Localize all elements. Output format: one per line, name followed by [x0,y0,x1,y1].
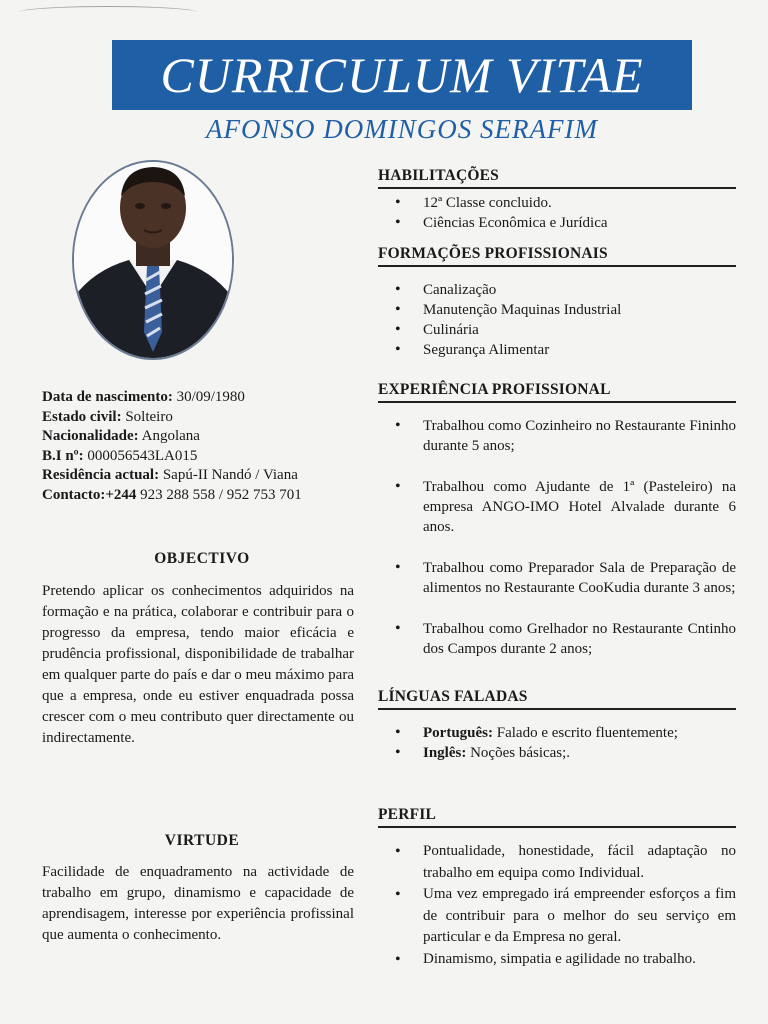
list-item [378,723,736,743]
list-item [378,743,736,763]
civil-status-row [42,408,362,428]
experience-list [378,416,736,680]
nationality-label: Nacionalidade: [42,428,139,444]
language-name: Inglês: [423,745,467,761]
civil-status-value: Solteiro [121,408,173,425]
birth-date-value: 30/09/1980 [172,389,245,405]
language-level: Falado e escrito fluentemente; [493,725,678,741]
id-number-value: 000056543LA015 [83,447,198,464]
training-list [378,280,736,360]
list-item: • Pontualidade, honestidade, fácil adaptação no trabalho em equipa como Individual. [378,841,736,884]
title-banner [112,40,692,110]
profile-list [378,841,736,970]
residence-row [42,466,362,486]
objective-heading: OBJECTIVO [154,550,250,567]
education-list [378,193,736,233]
birth-date-row [42,388,362,408]
contact-label: Contacto:+244 [42,486,137,503]
languages-heading: LÍNGUAS FALADAS [378,688,736,710]
nationality-row [42,427,362,447]
paper-edge-mark [18,6,198,19]
profile-heading: PERFIL [378,806,736,828]
training-heading: FORMAÇÕES PROFISSIONAIS [378,245,736,267]
language-level: Noções básicas;. [466,745,571,761]
contact-row [42,486,362,506]
list-item: • Ciências Econômica e Jurídica [378,213,736,233]
person-portrait-icon [74,162,232,358]
residence-value: Sapú-II Nandó / Viana [159,467,298,483]
id-number-row [42,447,362,467]
list-item: • Culinária [378,320,736,340]
list-item: • Canalização [378,280,736,300]
personal-info [42,388,362,505]
profile-photo [72,160,234,360]
document-title: CURRICULUM VITAE [160,47,644,103]
virtue-heading: VIRTUDE [164,832,240,849]
list-item: • 12ª Classe concluido. [378,193,736,213]
birth-date-label: Data de nascimento: [42,389,173,405]
nationality-value: Angolana [138,428,200,444]
list-item: • Uma vez empregado irá empreender esforços a fim de contribuir para o melhor do seu serviço em particular e da Empresa no geral. [378,884,736,949]
candidate-name: AFONSO DOMINGOS SERAFIM [206,114,598,144]
experience-heading: EXPERIÊNCIA PROFISSIONAL [378,381,736,403]
residence-label: Residência actual: [42,467,160,483]
language-name: Português: [423,725,493,741]
list-item: • Dinamismo, simpatia e agilidade no trabalho. [378,949,736,971]
civil-status-label: Estado civil: [42,408,122,425]
virtue-text: Facilidade de enquadramento na actividade de trabalho em grupo, dinamismo e capacidade de aprendisagem, interesse por experiência profissinal que aumenta o conhecimento. [42,864,354,943]
list-item: • Manutenção Maquinas Industrial [378,300,736,320]
list-item: • Segurança Alimentar [378,340,736,360]
list-item: • Trabalhou como Grelhador no Restaurante Cntinho dos Campos durante 2 anos; [378,619,736,659]
list-item: • Trabalhou como Cozinheiro no Restaurante Fininho durante 5 anos; [378,416,736,456]
languages-list [378,723,736,763]
id-number-label: B.I nº: [42,447,84,464]
list-item: • Trabalhou como Preparador Sala de Preparação de alimentos no Restaurante CooKudia durante 3 anos; [378,558,736,598]
education-heading: HABILITAÇÕES [378,167,736,189]
contact-value: 923 288 558 / 952 753 701 [136,486,302,503]
objective-text: Pretendo aplicar os conhecimentos adquiridos na formação e na prática, colaborar e contribuir para o progresso da empresa, tendo maior eficácia e prudência profissional, disponibilidade de trabalhar em qualquer parte do país e dar o meu máximo para que a empresa, onde eu estiver enquadrada possa crescer com o meu contributo quer directamente ou indirectamente. [42,583,354,746]
list-item: • Trabalhou como Ajudante de 1ª (Pasteleiro) na empresa ANGO-IMO Hotel Alvalade durante 6 anos. [378,477,736,537]
